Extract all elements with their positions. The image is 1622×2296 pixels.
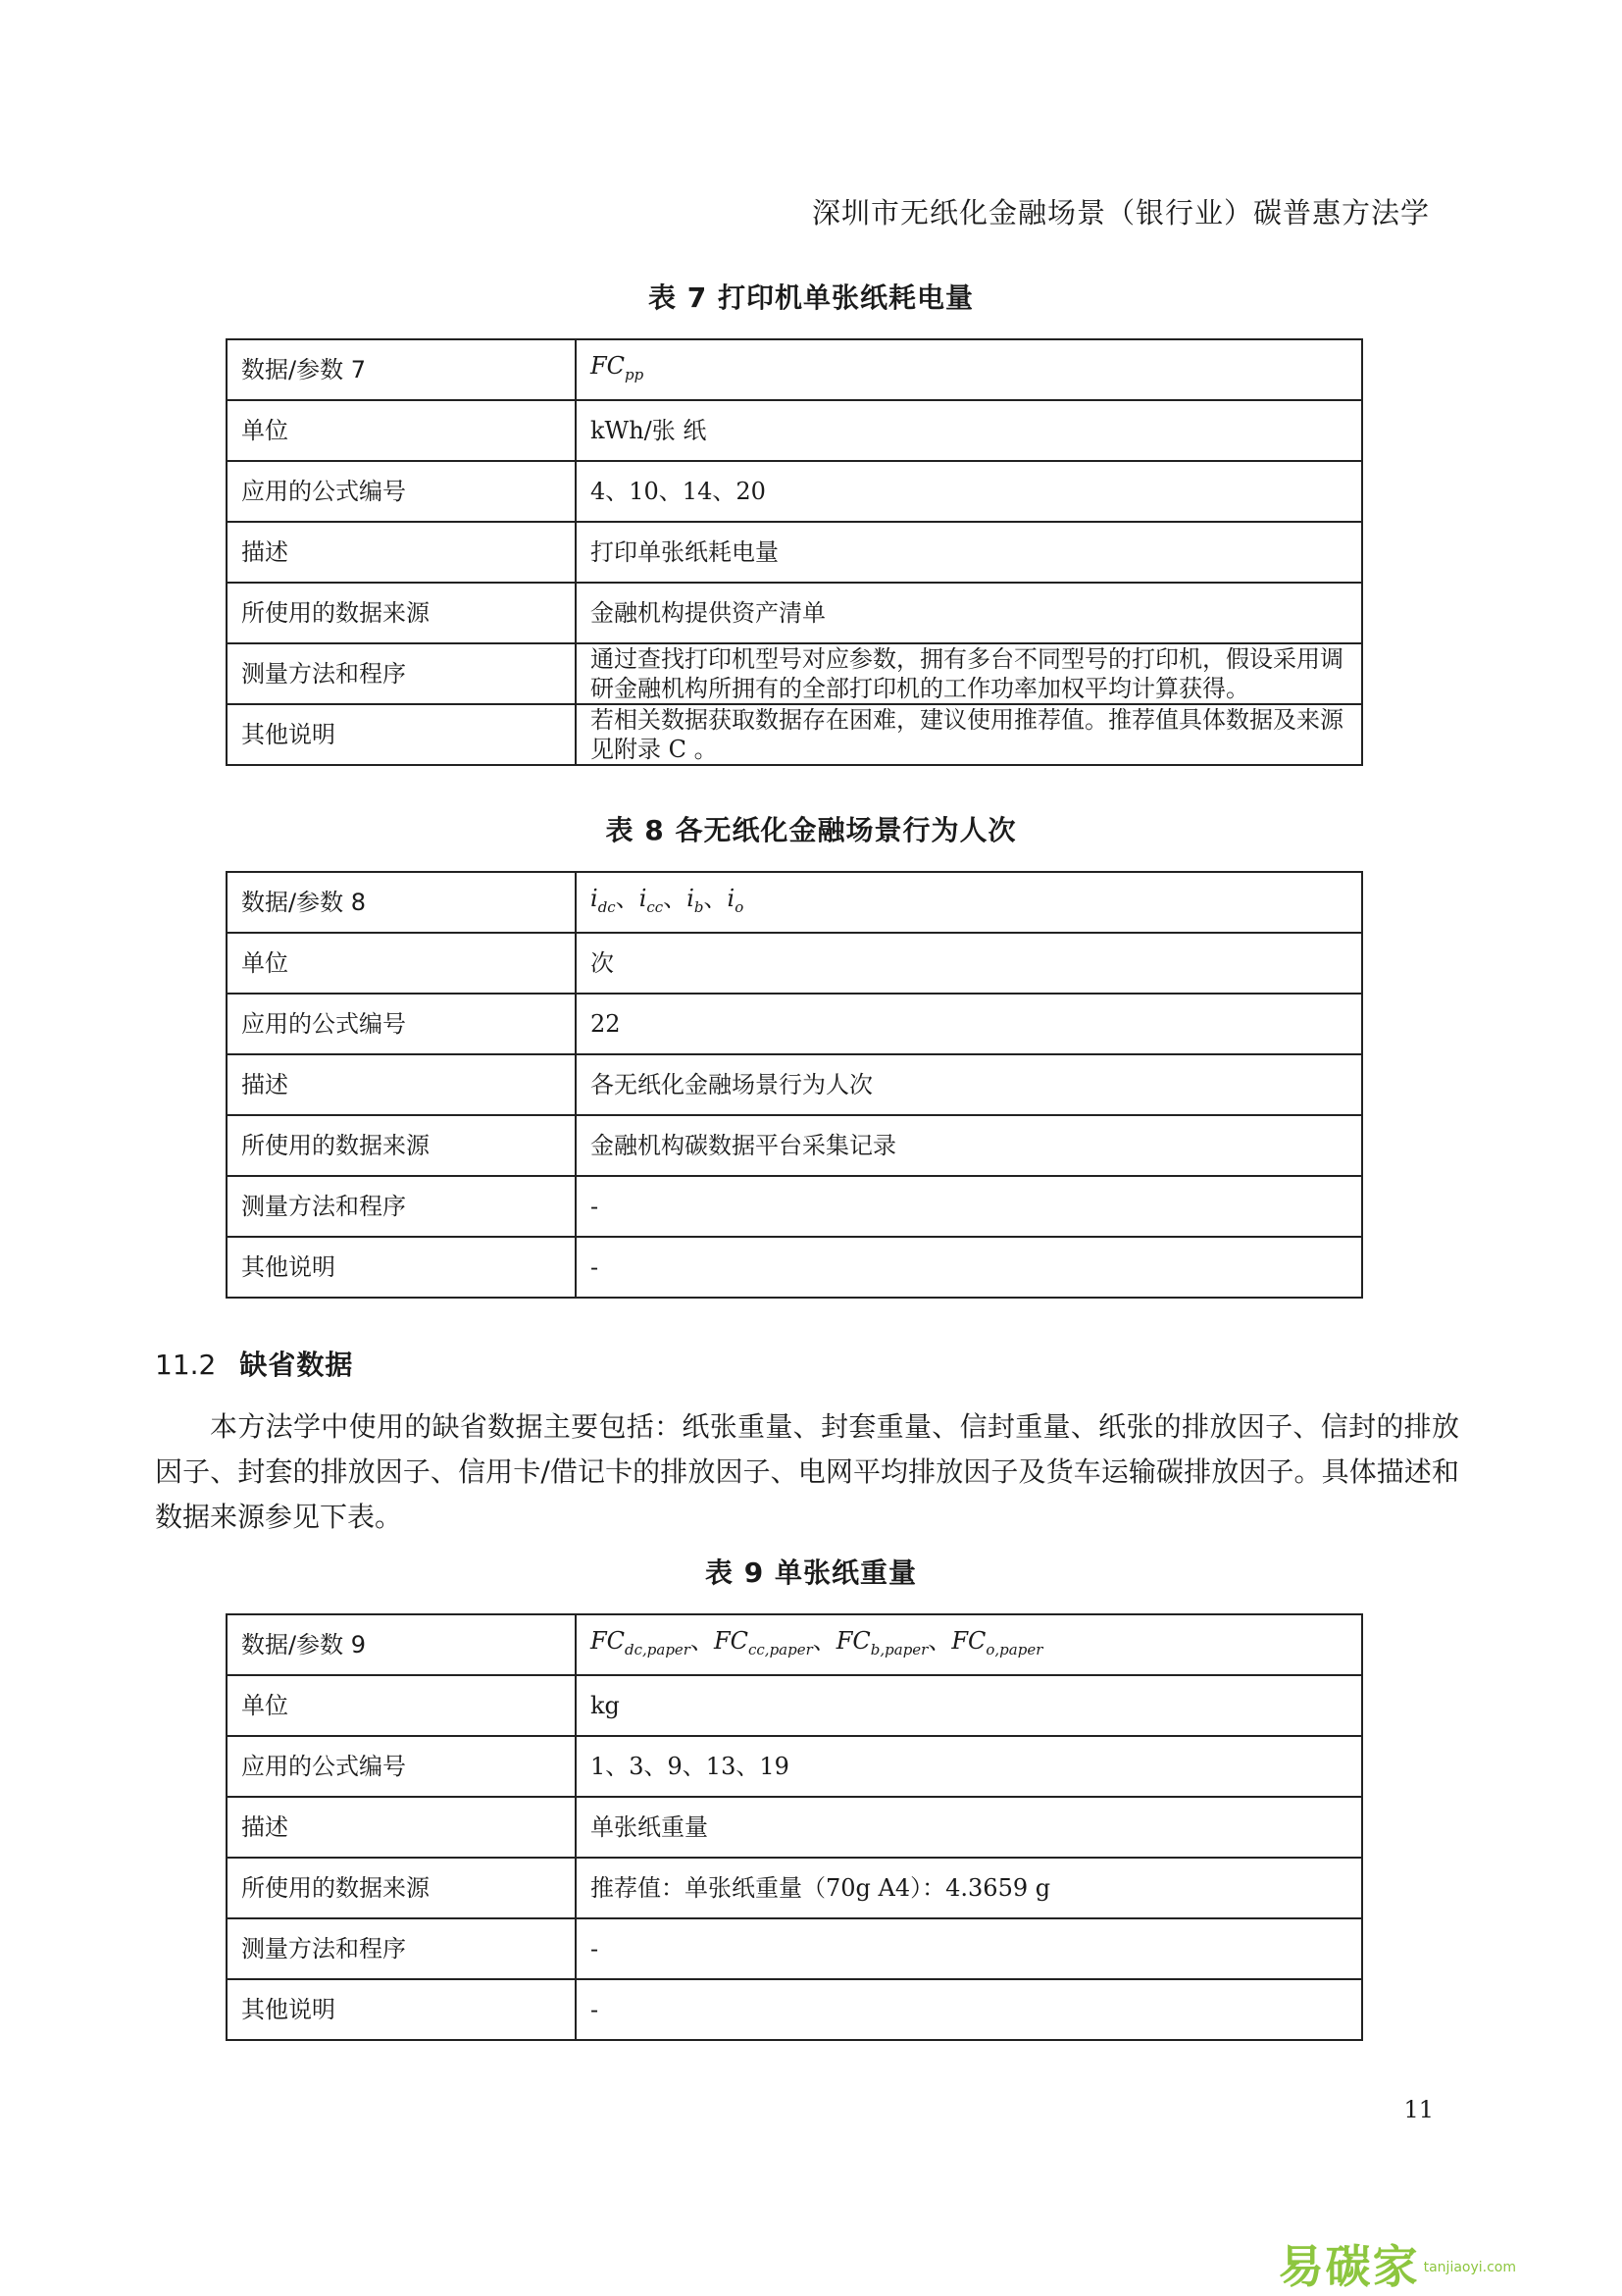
table-row xyxy=(227,400,1362,461)
row-label: 描述 xyxy=(227,1797,576,1858)
table-row xyxy=(227,461,1362,522)
table-9-caption: 表 9 单张纸重量 xyxy=(705,1556,917,1589)
row-value: 若相关数据获取数据存在困难，建议使用推荐值。推荐值具体数据及来源见附录 C 。 xyxy=(576,704,1362,765)
math-symbol: $i_{dc}$ xyxy=(590,884,616,916)
math-symbol: $i_o$ xyxy=(727,884,744,916)
row-value: 推荐值：单张纸重量（70g A4）：4.3659 g xyxy=(576,1858,1362,1918)
row-value: 22 xyxy=(576,994,1362,1054)
table-row xyxy=(227,933,1362,994)
row-value: 各无纸化金融场景行为人次 xyxy=(576,1054,1362,1115)
row-value: - xyxy=(576,1237,1362,1298)
math-symbol: $i_b$ xyxy=(686,884,704,916)
row-value: kg xyxy=(576,1675,1362,1736)
math-symbol: $FC_{b,paper}$ xyxy=(836,1626,929,1658)
table-row xyxy=(227,1176,1362,1237)
row-label: 数据/参数 8 xyxy=(227,872,576,933)
parameter-symbols xyxy=(576,1614,1362,1675)
table-row xyxy=(227,1115,1362,1176)
row-label: 应用的公式编号 xyxy=(227,994,576,1054)
table-8 xyxy=(226,871,1363,1299)
row-label: 应用的公式编号 xyxy=(227,1736,576,1797)
table-8-caption: 表 8 各无纸化金融场景行为人次 xyxy=(605,814,1017,846)
table-row xyxy=(227,339,1362,400)
row-value: - xyxy=(576,1176,1362,1237)
row-label: 测量方法和程序 xyxy=(227,1918,576,1979)
table-row xyxy=(227,1736,1362,1797)
section-title: 缺省数据 xyxy=(239,1349,354,1381)
running-header: 深圳市无纸化金融场景（银行业）碳普惠方法学 xyxy=(811,196,1430,230)
table-row xyxy=(227,1858,1362,1918)
row-label: 单位 xyxy=(227,933,576,994)
table-row xyxy=(227,1675,1362,1736)
body-paragraph: 本方法学中使用的缺省数据主要包括：纸张重量、封套重量、信封重量、纸张的排放因子、信封的排放因子、封套的排放因子、信用卡/借记卡的排放因子、电网平均排放因子及货车运输碳排放因子。具体描述和数据来源参见下表。 xyxy=(155,1410,1459,1533)
row-value: 单张纸重量 xyxy=(576,1797,1362,1858)
parameter-symbols xyxy=(576,872,1362,933)
row-value: 1、3、9、13、19 xyxy=(576,1736,1362,1797)
math-symbol: $i_{cc}$ xyxy=(638,884,664,916)
watermark-domain: tanjiaoyi.com xyxy=(1423,2260,1516,2275)
table-row xyxy=(227,1979,1362,2040)
table-7 xyxy=(226,338,1363,766)
row-label: 数据/参数 7 xyxy=(227,339,576,400)
symbol-separator: 、 xyxy=(703,884,728,912)
row-label: 所使用的数据来源 xyxy=(227,583,576,643)
table-row xyxy=(227,704,1362,765)
math-symbol: $FC_{cc,paper}$ xyxy=(713,1626,813,1658)
row-label: 单位 xyxy=(227,1675,576,1736)
parameter-symbols xyxy=(576,339,1362,400)
symbol-separator: 、 xyxy=(689,1626,714,1655)
row-label: 测量方法和程序 xyxy=(227,1176,576,1237)
table-row xyxy=(227,872,1362,933)
symbol-separator: 、 xyxy=(663,884,687,912)
table-row xyxy=(227,994,1362,1054)
table-row xyxy=(227,522,1362,583)
page-number: 11 xyxy=(1403,2096,1434,2123)
table-9 xyxy=(226,1613,1363,2041)
symbol-separator: 、 xyxy=(812,1626,836,1655)
section-heading xyxy=(155,1344,353,1383)
math-symbol: $FC_{pp}$ xyxy=(590,351,644,383)
row-label: 其他说明 xyxy=(227,1237,576,1298)
table-row xyxy=(227,643,1362,704)
table-row xyxy=(227,1054,1362,1115)
row-label: 其他说明 xyxy=(227,704,576,765)
row-label: 测量方法和程序 xyxy=(227,643,576,704)
row-value: - xyxy=(576,1979,1362,2040)
row-value: kWh/张 纸 xyxy=(576,400,1362,461)
symbol-separator: 、 xyxy=(615,884,639,912)
row-label: 其他说明 xyxy=(227,1979,576,2040)
math-symbol: $FC_{dc,paper}$ xyxy=(590,1626,690,1658)
symbol-separator: 、 xyxy=(928,1626,952,1655)
row-label: 所使用的数据来源 xyxy=(227,1115,576,1176)
row-label: 数据/参数 9 xyxy=(227,1614,576,1675)
row-value: 打印单张纸耗电量 xyxy=(576,522,1362,583)
row-value: 通过查找打印机型号对应参数，拥有多台不同型号的打印机，假设采用调研金融机构所拥有的全部打印机的工作功率加权平均计算获得。 xyxy=(576,643,1362,704)
row-value: 4、10、14、20 xyxy=(576,461,1362,522)
table-row xyxy=(227,1918,1362,1979)
table-row xyxy=(227,1237,1362,1298)
row-value: 金融机构提供资产清单 xyxy=(576,583,1362,643)
row-value: 次 xyxy=(576,933,1362,994)
row-value: 金融机构碳数据平台采集记录 xyxy=(576,1115,1362,1176)
math-symbol: $FC_{o,paper}$ xyxy=(951,1626,1043,1658)
watermark-logo-text: 易碳家 xyxy=(1278,2240,1420,2293)
row-label: 单位 xyxy=(227,400,576,461)
row-label: 所使用的数据来源 xyxy=(227,1858,576,1918)
table-row xyxy=(227,1797,1362,1858)
table-row xyxy=(227,1614,1362,1675)
section-number: 11.2 xyxy=(155,1349,217,1381)
row-label: 描述 xyxy=(227,522,576,583)
table-row xyxy=(227,583,1362,643)
row-label: 描述 xyxy=(227,1054,576,1115)
row-value: - xyxy=(576,1918,1362,1979)
row-label: 应用的公式编号 xyxy=(227,461,576,522)
watermark-logo xyxy=(1279,2231,1516,2296)
table-7-caption: 表 7 打印机单张纸耗电量 xyxy=(648,281,974,314)
